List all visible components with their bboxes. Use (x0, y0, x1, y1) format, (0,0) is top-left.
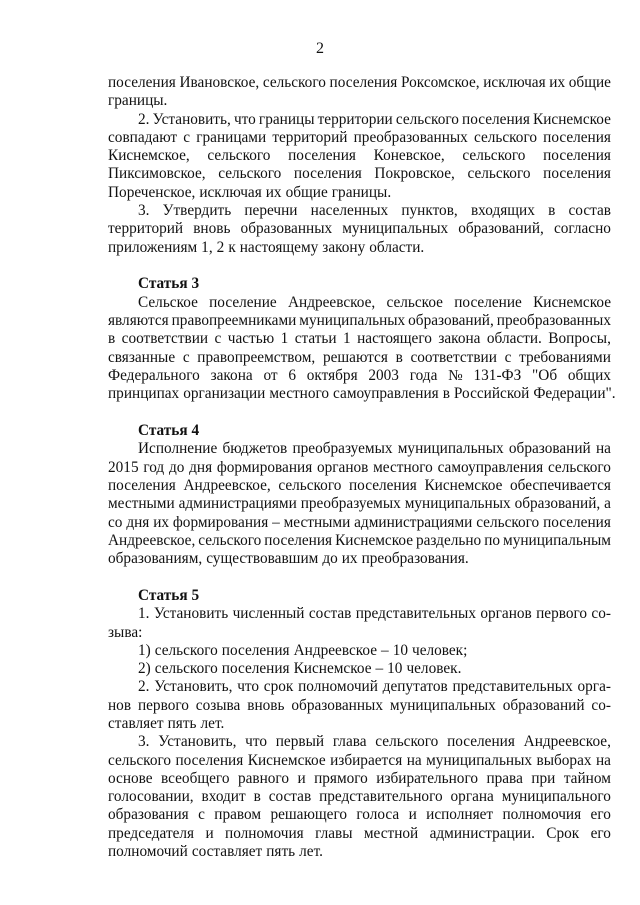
text-line: местными администрациями преобразуемых муниципальных образований, а (108, 495, 611, 513)
text-line: Киснемское, сельского поселения Коневское, сельского поселения (108, 147, 611, 165)
text-line: поселения Андреевское, сельского поселения Киснемское обеспечивается (108, 476, 611, 494)
text-line: 3. Утвердить перечни населенных пунктов, входящих в состав (138, 202, 611, 220)
text-line: сельского поселения Киснемское избирается на муниципальных выборах на (108, 751, 611, 769)
text-line: полномочий составляет пять лет. (108, 843, 323, 861)
text-line: совпадают с границами территорий преобразованных сельского поселения (108, 128, 611, 146)
paragraph (108, 440, 611, 568)
text-line: со дня их формирования – местными администрациями сельского поселения (108, 513, 611, 531)
text-line: Пиксимовское, сельского поселения Покровское, сельского поселения (108, 165, 611, 183)
article-heading: Статья 4 (138, 422, 200, 440)
text-line: образования с правом решающего голоса и исполняет полномочия его (108, 806, 611, 824)
text-line: образованиям, существовавшим до их преобразования. (108, 550, 469, 568)
text-line: 2) сельского поселения Киснемское – 10 человек. (138, 660, 462, 678)
page-number: 2 (316, 40, 324, 57)
section-gap (108, 257, 611, 276)
section-gap (108, 404, 611, 423)
text-line: 1. Установить численный состав представительных органов первого со- (138, 605, 611, 623)
text-line: 2. Установить, что границы территории сельского поселения Киснемское (138, 110, 611, 128)
section-gap (108, 568, 611, 587)
paragraph (108, 678, 611, 733)
paragraph (108, 293, 616, 404)
text-line: в соответствии с частью 1 статьи 1 настоящего закона области. Вопросы, (108, 330, 611, 348)
document-body (108, 74, 616, 861)
text-line: ставляет пять лет. (108, 715, 225, 732)
text-line: Пореченское, исключая их общие границы. (108, 183, 392, 201)
text-line: зыва: (108, 623, 143, 641)
text-line: голосовании, входит в состав представительного органа муниципального (108, 788, 611, 806)
paragraph (108, 111, 611, 202)
text-line: принципах организации местного самоуправления в Российской Федерации". (108, 385, 616, 403)
paragraph (108, 202, 611, 257)
text-line: председателя и полномочия главы местной администрации. Срок его (108, 824, 611, 842)
article-heading: Статья 3 (138, 275, 200, 293)
text-line: нов первого созыва вновь образованных муниципальных образований со- (108, 696, 611, 714)
paragraph (108, 642, 611, 660)
text-line: основе всеобщего равного и прямого избирательного права при тайном (108, 769, 611, 787)
text-line: 3. Установить, что первый глава сельского поселения Андреевское, (138, 733, 611, 751)
text-line: Федерального закона от 6 октября 2003 года № 131-ФЗ "Об общих (108, 366, 611, 384)
text-line: приложениям 1, 2 к настоящему закону области. (108, 238, 425, 256)
text-line: Андреевское, сельского поселения Киснемское раздельно по муниципальным (108, 531, 611, 549)
text-line: 2015 год до дня формирования органов местного самоуправления сельского (108, 458, 611, 476)
paragraph (108, 74, 611, 111)
text-line: связанные с правопреемством, решаются в соответствии с требованиями (108, 348, 611, 366)
text-line: поселения Ивановское, сельского поселения Роксомское, исключая их общие (108, 74, 611, 91)
text-line: границы. (108, 92, 168, 110)
paragraph (108, 660, 611, 678)
article-heading: Статья 5 (138, 586, 200, 604)
paragraph (108, 605, 611, 642)
paragraph (108, 733, 611, 861)
text-line: 1) сельского поселения Андреевское – 10 человек; (138, 641, 468, 659)
text-line: территорий вновь образованных муниципальных образований, согласно (108, 220, 611, 238)
text-line: Сельское поселение Андреевское, сельское поселение Киснемское (138, 293, 611, 311)
text-line: являются правопреемниками муниципальных образований, преобразованных (108, 312, 611, 330)
text-line: Исполнение бюджетов преобразуемых муниципальных образований на (138, 440, 611, 458)
text-line: 2. Установить, что срок полномочий депутатов представительных орга- (138, 678, 611, 696)
